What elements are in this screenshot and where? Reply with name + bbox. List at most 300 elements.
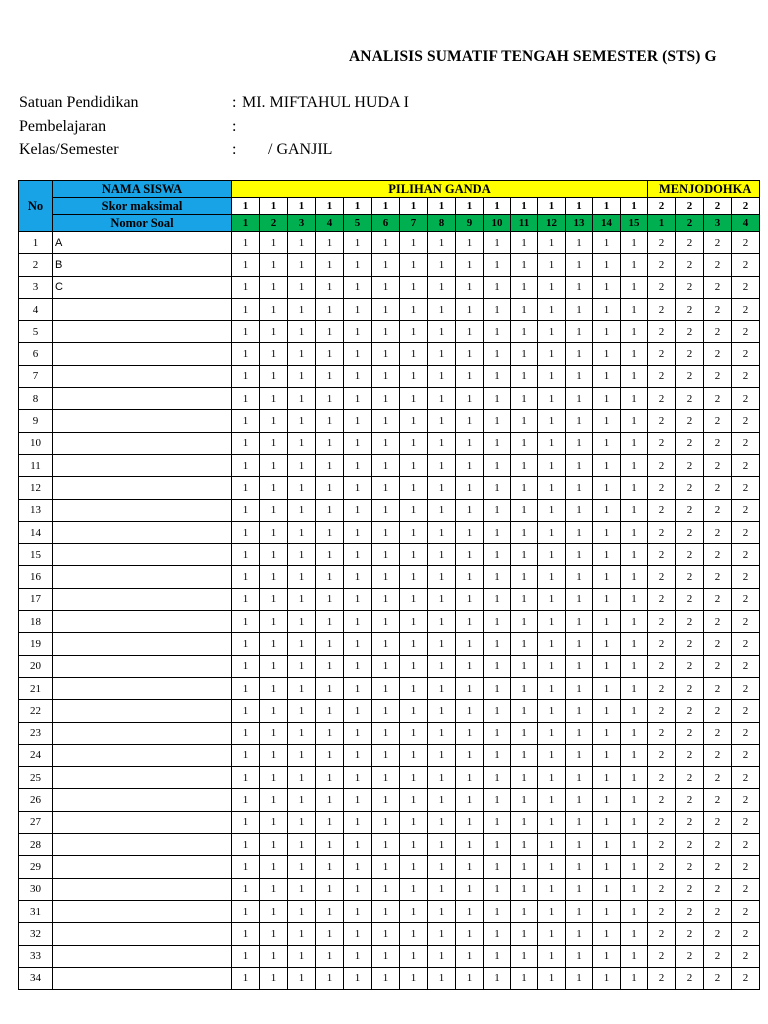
pg-score-cell[interactable]: 1 <box>511 365 538 387</box>
pg-score-cell[interactable]: 1 <box>316 432 344 454</box>
pg-score-cell[interactable]: 1 <box>260 834 288 856</box>
mj-score-cell[interactable]: 2 <box>648 655 676 677</box>
mj-score-cell[interactable]: 2 <box>676 655 704 677</box>
pg-score-cell[interactable]: 1 <box>538 789 566 811</box>
pg-score-cell[interactable]: 1 <box>566 276 593 298</box>
pg-score-cell[interactable]: 1 <box>428 700 456 722</box>
pg-score-cell[interactable]: 1 <box>400 945 428 967</box>
pg-score-cell[interactable]: 1 <box>316 967 344 989</box>
pg-score-cell[interactable]: 1 <box>316 856 344 878</box>
mj-score-cell[interactable]: 2 <box>704 454 732 476</box>
pg-score-cell[interactable]: 1 <box>511 700 538 722</box>
student-name-cell[interactable] <box>53 789 232 811</box>
student-name-cell[interactable] <box>53 856 232 878</box>
pg-score-cell[interactable]: 1 <box>484 677 511 699</box>
pg-score-cell[interactable]: 1 <box>372 655 400 677</box>
pg-score-cell[interactable]: 1 <box>288 744 316 766</box>
pg-score-cell[interactable]: 1 <box>344 700 372 722</box>
pg-score-cell[interactable]: 1 <box>621 856 648 878</box>
pg-score-cell[interactable]: 1 <box>232 254 260 276</box>
pg-score-cell[interactable]: 1 <box>316 343 344 365</box>
pg-score-cell[interactable]: 1 <box>232 834 260 856</box>
pg-score-cell[interactable]: 1 <box>232 544 260 566</box>
pg-score-cell[interactable]: 1 <box>288 834 316 856</box>
pg-score-cell[interactable]: 1 <box>538 499 566 521</box>
pg-score-cell[interactable]: 1 <box>566 544 593 566</box>
mj-score-cell[interactable]: 2 <box>732 811 760 833</box>
mj-score-cell[interactable]: 2 <box>732 388 760 410</box>
pg-score-cell[interactable]: 1 <box>232 633 260 655</box>
pg-score-cell[interactable]: 1 <box>593 900 621 922</box>
pg-score-cell[interactable]: 1 <box>288 767 316 789</box>
pg-score-cell[interactable]: 1 <box>428 789 456 811</box>
mj-score-cell[interactable]: 2 <box>676 544 704 566</box>
pg-score-cell[interactable]: 1 <box>566 365 593 387</box>
pg-score-cell[interactable]: 1 <box>428 767 456 789</box>
pg-score-cell[interactable]: 1 <box>428 588 456 610</box>
pg-score-cell[interactable]: 1 <box>484 923 511 945</box>
pg-score-cell[interactable]: 1 <box>428 276 456 298</box>
mj-score-cell[interactable]: 2 <box>676 343 704 365</box>
pg-score-cell[interactable]: 1 <box>232 878 260 900</box>
pg-score-cell[interactable]: 1 <box>344 321 372 343</box>
pg-score-cell[interactable]: 1 <box>400 878 428 900</box>
pg-score-cell[interactable]: 1 <box>288 811 316 833</box>
pg-score-cell[interactable]: 1 <box>344 477 372 499</box>
pg-score-cell[interactable]: 1 <box>593 722 621 744</box>
pg-score-cell[interactable]: 1 <box>538 834 566 856</box>
mj-score-cell[interactable]: 2 <box>704 811 732 833</box>
pg-score-cell[interactable]: 1 <box>511 544 538 566</box>
pg-score-cell[interactable]: 1 <box>260 454 288 476</box>
pg-score-cell[interactable]: 1 <box>316 744 344 766</box>
pg-score-cell[interactable]: 1 <box>456 544 484 566</box>
pg-score-cell[interactable]: 1 <box>484 789 511 811</box>
pg-score-cell[interactable]: 1 <box>288 967 316 989</box>
pg-score-cell[interactable]: 1 <box>372 477 400 499</box>
pg-score-cell[interactable]: 1 <box>288 432 316 454</box>
mj-score-cell[interactable]: 2 <box>704 655 732 677</box>
mj-score-cell[interactable]: 2 <box>648 767 676 789</box>
pg-score-cell[interactable]: 1 <box>428 544 456 566</box>
pg-score-cell[interactable]: 1 <box>344 878 372 900</box>
pg-score-cell[interactable]: 1 <box>232 945 260 967</box>
pg-score-cell[interactable]: 1 <box>344 388 372 410</box>
mj-score-cell[interactable]: 2 <box>676 521 704 543</box>
mj-score-cell[interactable]: 2 <box>676 365 704 387</box>
pg-score-cell[interactable]: 1 <box>400 655 428 677</box>
pg-score-cell[interactable]: 1 <box>288 388 316 410</box>
pg-score-cell[interactable]: 1 <box>484 432 511 454</box>
mj-score-cell[interactable]: 2 <box>732 454 760 476</box>
pg-score-cell[interactable]: 1 <box>344 655 372 677</box>
pg-score-cell[interactable]: 1 <box>316 633 344 655</box>
pg-score-cell[interactable]: 1 <box>456 454 484 476</box>
pg-score-cell[interactable]: 1 <box>316 588 344 610</box>
pg-score-cell[interactable]: 1 <box>372 254 400 276</box>
pg-score-cell[interactable]: 1 <box>344 499 372 521</box>
pg-score-cell[interactable]: 1 <box>566 454 593 476</box>
pg-score-cell[interactable]: 1 <box>232 477 260 499</box>
pg-score-cell[interactable]: 1 <box>566 655 593 677</box>
pg-score-cell[interactable]: 1 <box>621 588 648 610</box>
mj-score-cell[interactable]: 2 <box>732 588 760 610</box>
mj-score-cell[interactable]: 2 <box>648 700 676 722</box>
pg-score-cell[interactable]: 1 <box>593 432 621 454</box>
mj-score-cell[interactable]: 2 <box>704 566 732 588</box>
mj-score-cell[interactable]: 2 <box>676 722 704 744</box>
pg-score-cell[interactable]: 1 <box>400 521 428 543</box>
pg-score-cell[interactable]: 1 <box>538 655 566 677</box>
mj-score-cell[interactable]: 2 <box>676 454 704 476</box>
mj-score-cell[interactable]: 2 <box>704 410 732 432</box>
student-name-cell[interactable]: B <box>53 254 232 276</box>
mj-score-cell[interactable]: 2 <box>648 321 676 343</box>
pg-score-cell[interactable]: 1 <box>400 499 428 521</box>
pg-score-cell[interactable]: 1 <box>232 789 260 811</box>
pg-score-cell[interactable]: 1 <box>511 388 538 410</box>
pg-score-cell[interactable]: 1 <box>316 276 344 298</box>
pg-score-cell[interactable]: 1 <box>428 811 456 833</box>
pg-score-cell[interactable]: 1 <box>428 499 456 521</box>
mj-score-cell[interactable]: 2 <box>648 566 676 588</box>
pg-score-cell[interactable]: 1 <box>400 343 428 365</box>
pg-score-cell[interactable]: 1 <box>484 365 511 387</box>
pg-score-cell[interactable]: 1 <box>316 388 344 410</box>
pg-score-cell[interactable]: 1 <box>428 254 456 276</box>
pg-score-cell[interactable]: 1 <box>621 410 648 432</box>
mj-score-cell[interactable]: 2 <box>704 321 732 343</box>
pg-score-cell[interactable]: 1 <box>344 722 372 744</box>
pg-score-cell[interactable]: 1 <box>566 611 593 633</box>
pg-score-cell[interactable]: 1 <box>344 276 372 298</box>
pg-score-cell[interactable]: 1 <box>456 878 484 900</box>
pg-score-cell[interactable]: 1 <box>593 811 621 833</box>
pg-score-cell[interactable]: 1 <box>232 343 260 365</box>
pg-score-cell[interactable]: 1 <box>316 521 344 543</box>
pg-score-cell[interactable]: 1 <box>566 722 593 744</box>
pg-score-cell[interactable]: 1 <box>344 633 372 655</box>
pg-score-cell[interactable]: 1 <box>566 232 593 254</box>
pg-score-cell[interactable]: 1 <box>344 900 372 922</box>
pg-score-cell[interactable]: 1 <box>344 923 372 945</box>
pg-score-cell[interactable]: 1 <box>260 276 288 298</box>
pg-score-cell[interactable]: 1 <box>372 945 400 967</box>
student-name-cell[interactable] <box>53 811 232 833</box>
mj-score-cell[interactable]: 2 <box>704 276 732 298</box>
pg-score-cell[interactable]: 1 <box>288 254 316 276</box>
pg-score-cell[interactable]: 1 <box>344 611 372 633</box>
mj-score-cell[interactable]: 2 <box>732 900 760 922</box>
pg-score-cell[interactable]: 1 <box>621 477 648 499</box>
pg-score-cell[interactable]: 1 <box>400 811 428 833</box>
pg-score-cell[interactable]: 1 <box>566 477 593 499</box>
pg-score-cell[interactable]: 1 <box>621 388 648 410</box>
pg-score-cell[interactable]: 1 <box>538 321 566 343</box>
pg-score-cell[interactable]: 1 <box>260 900 288 922</box>
pg-score-cell[interactable]: 1 <box>288 900 316 922</box>
pg-score-cell[interactable]: 1 <box>593 856 621 878</box>
student-name-cell[interactable] <box>53 544 232 566</box>
pg-score-cell[interactable]: 1 <box>260 611 288 633</box>
mj-score-cell[interactable]: 2 <box>648 945 676 967</box>
mj-score-cell[interactable]: 2 <box>648 388 676 410</box>
pg-score-cell[interactable]: 1 <box>566 566 593 588</box>
pg-score-cell[interactable]: 1 <box>511 566 538 588</box>
pg-score-cell[interactable]: 1 <box>511 477 538 499</box>
pg-score-cell[interactable]: 1 <box>232 521 260 543</box>
pg-score-cell[interactable]: 1 <box>456 923 484 945</box>
mj-score-cell[interactable]: 2 <box>648 744 676 766</box>
pg-score-cell[interactable]: 1 <box>372 923 400 945</box>
pg-score-cell[interactable]: 1 <box>288 655 316 677</box>
pg-score-cell[interactable]: 1 <box>344 254 372 276</box>
pg-score-cell[interactable]: 1 <box>260 343 288 365</box>
mj-score-cell[interactable]: 2 <box>676 232 704 254</box>
mj-score-cell[interactable]: 2 <box>732 365 760 387</box>
pg-score-cell[interactable]: 1 <box>538 365 566 387</box>
pg-score-cell[interactable]: 1 <box>428 923 456 945</box>
pg-score-cell[interactable]: 1 <box>456 945 484 967</box>
pg-score-cell[interactable]: 1 <box>400 298 428 320</box>
pg-score-cell[interactable]: 1 <box>428 900 456 922</box>
pg-score-cell[interactable]: 1 <box>260 945 288 967</box>
pg-score-cell[interactable]: 1 <box>511 611 538 633</box>
pg-score-cell[interactable]: 1 <box>621 566 648 588</box>
pg-score-cell[interactable]: 1 <box>260 856 288 878</box>
student-name-cell[interactable] <box>53 967 232 989</box>
pg-score-cell[interactable]: 1 <box>288 588 316 610</box>
pg-score-cell[interactable]: 1 <box>344 967 372 989</box>
pg-score-cell[interactable]: 1 <box>232 566 260 588</box>
pg-score-cell[interactable]: 1 <box>566 744 593 766</box>
pg-score-cell[interactable]: 1 <box>593 410 621 432</box>
pg-score-cell[interactable]: 1 <box>344 232 372 254</box>
pg-score-cell[interactable]: 1 <box>566 967 593 989</box>
mj-score-cell[interactable]: 2 <box>732 276 760 298</box>
pg-score-cell[interactable]: 1 <box>372 967 400 989</box>
pg-score-cell[interactable]: 1 <box>260 811 288 833</box>
pg-score-cell[interactable]: 1 <box>428 432 456 454</box>
pg-score-cell[interactable]: 1 <box>344 343 372 365</box>
pg-score-cell[interactable]: 1 <box>511 767 538 789</box>
mj-score-cell[interactable]: 2 <box>648 343 676 365</box>
pg-score-cell[interactable]: 1 <box>428 611 456 633</box>
mj-score-cell[interactable]: 2 <box>732 834 760 856</box>
pg-score-cell[interactable]: 1 <box>593 477 621 499</box>
pg-score-cell[interactable]: 1 <box>288 454 316 476</box>
mj-score-cell[interactable]: 2 <box>732 232 760 254</box>
mj-score-cell[interactable]: 2 <box>648 677 676 699</box>
pg-score-cell[interactable]: 1 <box>484 477 511 499</box>
pg-score-cell[interactable]: 1 <box>621 923 648 945</box>
pg-score-cell[interactable]: 1 <box>593 276 621 298</box>
mj-score-cell[interactable]: 2 <box>704 521 732 543</box>
mj-score-cell[interactable]: 2 <box>704 923 732 945</box>
pg-score-cell[interactable]: 1 <box>428 878 456 900</box>
pg-score-cell[interactable]: 1 <box>344 744 372 766</box>
mj-score-cell[interactable]: 2 <box>704 834 732 856</box>
pg-score-cell[interactable]: 1 <box>400 432 428 454</box>
mj-score-cell[interactable]: 2 <box>704 365 732 387</box>
student-name-cell[interactable] <box>53 878 232 900</box>
mj-score-cell[interactable]: 2 <box>676 700 704 722</box>
pg-score-cell[interactable]: 1 <box>260 365 288 387</box>
mj-score-cell[interactable]: 2 <box>648 477 676 499</box>
mj-score-cell[interactable]: 2 <box>648 432 676 454</box>
pg-score-cell[interactable]: 1 <box>316 811 344 833</box>
pg-score-cell[interactable]: 1 <box>621 744 648 766</box>
pg-score-cell[interactable]: 1 <box>456 677 484 699</box>
mj-score-cell[interactable]: 2 <box>648 900 676 922</box>
pg-score-cell[interactable]: 1 <box>593 945 621 967</box>
pg-score-cell[interactable]: 1 <box>593 298 621 320</box>
pg-score-cell[interactable]: 1 <box>456 611 484 633</box>
pg-score-cell[interactable]: 1 <box>484 388 511 410</box>
pg-score-cell[interactable]: 1 <box>511 789 538 811</box>
student-name-cell[interactable] <box>53 365 232 387</box>
pg-score-cell[interactable]: 1 <box>288 677 316 699</box>
pg-score-cell[interactable]: 1 <box>484 276 511 298</box>
pg-score-cell[interactable]: 1 <box>456 900 484 922</box>
mj-score-cell[interactable]: 2 <box>704 588 732 610</box>
pg-score-cell[interactable]: 1 <box>511 923 538 945</box>
pg-score-cell[interactable]: 1 <box>456 321 484 343</box>
pg-score-cell[interactable]: 1 <box>400 767 428 789</box>
pg-score-cell[interactable]: 1 <box>344 811 372 833</box>
pg-score-cell[interactable]: 1 <box>372 633 400 655</box>
student-name-cell[interactable] <box>53 388 232 410</box>
pg-score-cell[interactable]: 1 <box>538 477 566 499</box>
pg-score-cell[interactable]: 1 <box>428 566 456 588</box>
pg-score-cell[interactable]: 1 <box>232 432 260 454</box>
pg-score-cell[interactable]: 1 <box>400 677 428 699</box>
pg-score-cell[interactable]: 1 <box>260 633 288 655</box>
mj-score-cell[interactable]: 2 <box>648 878 676 900</box>
pg-score-cell[interactable]: 1 <box>372 232 400 254</box>
pg-score-cell[interactable]: 1 <box>316 834 344 856</box>
pg-score-cell[interactable]: 1 <box>232 298 260 320</box>
mj-score-cell[interactable]: 2 <box>676 900 704 922</box>
pg-score-cell[interactable]: 1 <box>260 744 288 766</box>
pg-score-cell[interactable]: 1 <box>428 410 456 432</box>
student-name-cell[interactable] <box>53 923 232 945</box>
pg-score-cell[interactable]: 1 <box>538 878 566 900</box>
pg-score-cell[interactable]: 1 <box>428 343 456 365</box>
pg-score-cell[interactable]: 1 <box>593 700 621 722</box>
student-name-cell[interactable] <box>53 611 232 633</box>
pg-score-cell[interactable]: 1 <box>372 298 400 320</box>
pg-score-cell[interactable]: 1 <box>566 321 593 343</box>
mj-score-cell[interactable]: 2 <box>676 923 704 945</box>
pg-score-cell[interactable]: 1 <box>566 388 593 410</box>
pg-score-cell[interactable]: 1 <box>372 588 400 610</box>
pg-score-cell[interactable]: 1 <box>621 789 648 811</box>
student-name-cell[interactable] <box>53 410 232 432</box>
pg-score-cell[interactable]: 1 <box>538 633 566 655</box>
mj-score-cell[interactable]: 2 <box>648 276 676 298</box>
pg-score-cell[interactable]: 1 <box>288 856 316 878</box>
pg-score-cell[interactable]: 1 <box>456 298 484 320</box>
pg-score-cell[interactable]: 1 <box>484 321 511 343</box>
pg-score-cell[interactable]: 1 <box>456 789 484 811</box>
mj-score-cell[interactable]: 2 <box>648 454 676 476</box>
mj-score-cell[interactable]: 2 <box>704 343 732 365</box>
mj-score-cell[interactable]: 2 <box>704 700 732 722</box>
pg-score-cell[interactable]: 1 <box>260 410 288 432</box>
pg-score-cell[interactable]: 1 <box>400 967 428 989</box>
mj-score-cell[interactable]: 2 <box>704 633 732 655</box>
pg-score-cell[interactable]: 1 <box>484 633 511 655</box>
mj-score-cell[interactable]: 2 <box>676 388 704 410</box>
pg-score-cell[interactable]: 1 <box>593 611 621 633</box>
pg-score-cell[interactable]: 1 <box>511 499 538 521</box>
pg-score-cell[interactable]: 1 <box>566 633 593 655</box>
pg-score-cell[interactable]: 1 <box>260 655 288 677</box>
pg-score-cell[interactable]: 1 <box>232 499 260 521</box>
pg-score-cell[interactable]: 1 <box>428 834 456 856</box>
pg-score-cell[interactable]: 1 <box>232 388 260 410</box>
pg-score-cell[interactable]: 1 <box>538 967 566 989</box>
mj-score-cell[interactable]: 2 <box>676 677 704 699</box>
pg-score-cell[interactable]: 1 <box>232 722 260 744</box>
pg-score-cell[interactable]: 1 <box>428 722 456 744</box>
pg-score-cell[interactable]: 1 <box>566 834 593 856</box>
mj-score-cell[interactable]: 2 <box>676 611 704 633</box>
pg-score-cell[interactable]: 1 <box>484 767 511 789</box>
pg-score-cell[interactable]: 1 <box>260 477 288 499</box>
pg-score-cell[interactable]: 1 <box>232 611 260 633</box>
pg-score-cell[interactable]: 1 <box>288 611 316 633</box>
pg-score-cell[interactable]: 1 <box>566 298 593 320</box>
pg-score-cell[interactable]: 1 <box>593 521 621 543</box>
mj-score-cell[interactable]: 2 <box>648 365 676 387</box>
pg-score-cell[interactable]: 1 <box>511 744 538 766</box>
mj-score-cell[interactable]: 2 <box>676 878 704 900</box>
pg-score-cell[interactable]: 1 <box>316 477 344 499</box>
pg-score-cell[interactable]: 1 <box>288 878 316 900</box>
mj-score-cell[interactable]: 2 <box>676 410 704 432</box>
pg-score-cell[interactable]: 1 <box>456 744 484 766</box>
pg-score-cell[interactable]: 1 <box>428 521 456 543</box>
pg-score-cell[interactable]: 1 <box>621 677 648 699</box>
pg-score-cell[interactable]: 1 <box>372 677 400 699</box>
pg-score-cell[interactable]: 1 <box>621 655 648 677</box>
pg-score-cell[interactable]: 1 <box>538 388 566 410</box>
pg-score-cell[interactable]: 1 <box>344 298 372 320</box>
pg-score-cell[interactable]: 1 <box>316 544 344 566</box>
mj-score-cell[interactable]: 2 <box>648 856 676 878</box>
student-name-cell[interactable]: C <box>53 276 232 298</box>
pg-score-cell[interactable]: 1 <box>621 321 648 343</box>
pg-score-cell[interactable]: 1 <box>538 856 566 878</box>
pg-score-cell[interactable]: 1 <box>316 365 344 387</box>
student-name-cell[interactable] <box>53 700 232 722</box>
pg-score-cell[interactable]: 1 <box>428 298 456 320</box>
pg-score-cell[interactable]: 1 <box>456 432 484 454</box>
pg-score-cell[interactable]: 1 <box>400 254 428 276</box>
mj-score-cell[interactable]: 2 <box>732 477 760 499</box>
mj-score-cell[interactable]: 2 <box>732 923 760 945</box>
pg-score-cell[interactable]: 1 <box>288 700 316 722</box>
pg-score-cell[interactable]: 1 <box>511 967 538 989</box>
mj-score-cell[interactable]: 2 <box>648 232 676 254</box>
mj-score-cell[interactable]: 2 <box>732 677 760 699</box>
pg-score-cell[interactable]: 1 <box>511 454 538 476</box>
pg-score-cell[interactable]: 1 <box>511 900 538 922</box>
pg-score-cell[interactable]: 1 <box>511 655 538 677</box>
pg-score-cell[interactable]: 1 <box>316 722 344 744</box>
